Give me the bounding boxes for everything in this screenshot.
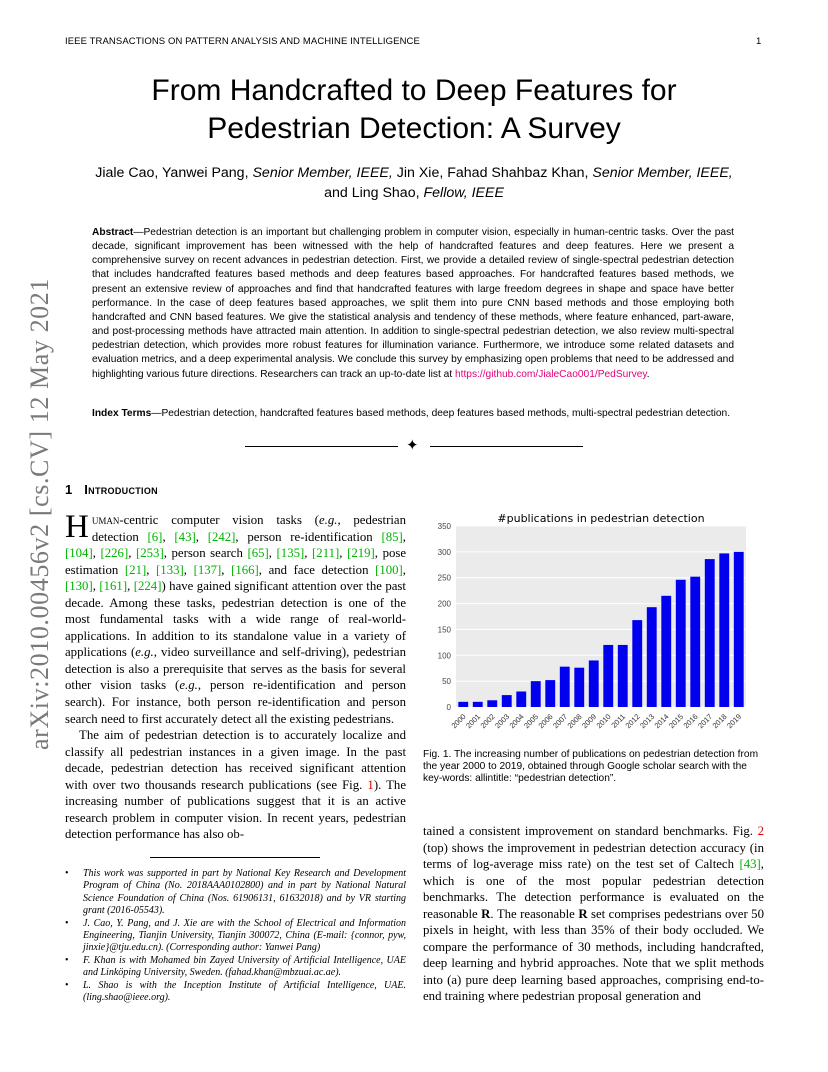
paragraph-text: , and face detection — [258, 562, 376, 577]
citation-link[interactable]: [43] — [739, 857, 761, 872]
section-title: Introduction — [84, 482, 158, 497]
footnote-item — [65, 868, 406, 918]
x-tick-label: 2019 — [725, 712, 744, 731]
x-tick-label: 2012 — [623, 712, 642, 731]
paragraph-text: , — [268, 546, 277, 561]
figure-reference-link[interactable]: 2 — [757, 824, 764, 838]
chart-bar — [531, 681, 541, 707]
paragraph-text: ) have gained significant attention over the past decade. Among these tasks, pedestrian detection is one of the most fundamental tasks with a wide range of real-world-applications. In addition to its standalone value in a variety of applications ( — [65, 579, 406, 660]
x-tick-label: 2003 — [493, 712, 512, 731]
paragraph-text: , video surveillance and self-driving), pedestrian detection is also a prerequisite that serves as the basis for several other vision tasks ( — [65, 645, 406, 693]
footnote-text: This work was supported in part by National Key Research and Development Program of China (No. 2018AAA0102800) and in part by National Natural Science Foundation of China (Nos. 61906131, 61632018) and by VR starting grant (2016-05543). — [83, 868, 406, 917]
chart-bar — [589, 660, 599, 707]
paragraph-text: , pedestrian detection — [91, 513, 406, 544]
paragraph-text: -centric computer vision tasks ( — [119, 513, 319, 527]
paragraph-text: , — [402, 529, 406, 544]
citation-link[interactable]: [137] — [193, 562, 222, 577]
figure-1-caption: Fig. 1. The increasing number of publications on pedestrian detection from the year 2000 to 2019, obtained through Google scholar search with the key-words: allintitle: “pedestrian detection”. — [423, 749, 759, 785]
footnote-text: J. Cao, Y. Pang, and J. Xie are with the School of Electrical and Information Engineering, Tianjin University, Tianjin 300072, China (E-mail: {connor, pyw, jinxie}@tju.edu.cn). (Corresponding author: Yanwei Pang) — [83, 917, 406, 954]
x-tick-label: 2007 — [551, 712, 570, 731]
chart-bar — [676, 580, 686, 707]
y-tick-label: 350 — [437, 522, 451, 531]
chart-bar — [458, 702, 468, 707]
x-tick-label: 2017 — [696, 712, 715, 731]
paragraph-text: , — [221, 562, 232, 577]
footnote-bullet: • — [65, 954, 69, 966]
x-tick-label: 2000 — [449, 712, 468, 731]
author-group-1: Jiale Cao, Yanwei Pang, — [95, 165, 253, 181]
x-tick-label: 2009 — [580, 712, 599, 731]
figure-1-chart — [424, 508, 754, 738]
citation-link[interactable]: [100] — [375, 562, 403, 577]
chart-bar — [545, 680, 555, 707]
intro-paragraph-2 — [65, 727, 406, 843]
paragraph-text: , — [128, 546, 136, 561]
x-tick-label: 2013 — [638, 712, 657, 731]
chart-bar — [603, 645, 613, 707]
citation-link[interactable]: [21] — [124, 562, 147, 577]
footnote-item — [65, 980, 406, 1005]
chart-bar — [502, 695, 512, 707]
chart-bar — [473, 702, 483, 707]
intro-right-column — [423, 823, 764, 1005]
index-terms-label: Index Terms — [92, 408, 152, 419]
footnote-bullet: • — [65, 979, 69, 991]
paragraph-text: ). The increasing number of publications suggest that it is an active research problem in computer vision. In recent years, pedestrian detection performance has also ob- — [65, 777, 406, 842]
paragraph-text: , pose estimation — [65, 546, 407, 577]
paragraph-text: , — [339, 546, 348, 561]
section-heading — [65, 482, 158, 497]
citation-link[interactable]: [242] — [207, 529, 236, 544]
paragraph-text: , — [162, 529, 175, 544]
title-line-2: Pedestrian Detection: A Survey — [207, 112, 621, 145]
separator-line-left — [245, 446, 398, 447]
chart-bar — [574, 668, 584, 707]
x-tick-label: 2018 — [710, 712, 729, 731]
x-tick-label: 2006 — [536, 712, 555, 731]
citation-link[interactable]: [6] — [147, 529, 163, 544]
x-tick-label: 2011 — [609, 712, 628, 730]
chart-bar — [719, 553, 729, 707]
citation-link[interactable]: [253] — [136, 546, 164, 561]
bold-text: R — [578, 906, 588, 921]
title-line-1: From Handcrafted to Deep Features for — [151, 74, 677, 107]
author-role-1: Senior Member, IEEE, — [252, 165, 393, 181]
paragraph-text: , — [146, 562, 157, 577]
paragraph-text: , person search — [163, 546, 248, 561]
paragraph-text: , — [195, 529, 208, 544]
citation-link[interactable]: [211] — [312, 546, 340, 561]
abstract-end: . — [646, 368, 650, 380]
y-tick-label: 50 — [442, 677, 451, 687]
arxiv-stamp: arXiv:2010.00456v2 [cs.CV] 12 May 2021 — [25, 278, 54, 750]
italic-text: e.g. — [135, 645, 154, 660]
index-terms — [92, 407, 734, 421]
footnote-bullet: • — [65, 917, 69, 929]
footnote-item — [65, 918, 406, 955]
citation-link[interactable]: [133] — [156, 562, 184, 577]
chart-bar — [734, 552, 744, 707]
chart-bar — [647, 607, 657, 707]
citation-link[interactable]: [161] — [99, 579, 128, 594]
paragraph-text: , person re-identification — [235, 529, 382, 544]
footnote-item — [65, 955, 406, 980]
paragraph-text: set comprises pedestrians over 50 pixels in height, with less than 35% of their body occluded. We compare the performance of 30 methods, including handcrafted, deep learning and hybrid approaches. Note that we split methods into (a) pure deep learning based approaches, comprising end-to-end training where pedestrian proposal generation and — [423, 906, 764, 1004]
footnotes — [65, 868, 406, 1004]
chart-bar — [690, 577, 700, 707]
abstract-label: Abstract — [92, 227, 134, 238]
y-tick-label: 250 — [437, 573, 451, 583]
paragraph-text: tained a consistent improvement on standard benchmarks. Fig. — [423, 824, 758, 838]
citation-link[interactable]: [104] — [65, 546, 93, 561]
paragraph-text: , — [92, 546, 101, 561]
y-tick-label: 0 — [446, 703, 451, 712]
separator-symbol: ✦ — [406, 438, 419, 454]
dropcap: H — [65, 509, 89, 545]
italic-text: e.g. — [318, 513, 338, 527]
bold-text: R — [481, 906, 491, 921]
x-tick-label: 2010 — [594, 712, 613, 731]
footnote-text: L. Shao is with the Inception Institute of Artificial Intelligence, UAE. (ling.shao@ieee.org). — [83, 979, 406, 1004]
index-terms-text: —Pedestrian detection, handcrafted features based methods, deep features based methods, multi-spectral pedestrian detection. — [151, 408, 731, 419]
abstract — [92, 226, 734, 382]
italic-text: e.g. — [179, 678, 198, 693]
x-tick-label: 2002 — [478, 712, 497, 731]
intro-left-column — [65, 509, 407, 843]
figure-reference-link[interactable]: 1 — [367, 777, 374, 792]
x-tick-label: 2015 — [667, 712, 686, 731]
author-group-3: and Ling Shao, — [324, 185, 424, 201]
citation-link[interactable]: [135] — [276, 546, 305, 561]
running-header: IEEE TRANSACTIONS ON PATTERN ANALYSIS AND MACHINE INTELLIGENCE — [65, 36, 420, 47]
citation-link[interactable]: [130] — [65, 579, 93, 594]
citation-link[interactable]: [226] — [100, 546, 129, 561]
page-number: 1 — [756, 36, 762, 47]
author-role-2: Senior Member, IEEE, — [592, 165, 733, 181]
paragraph-text: , — [183, 562, 194, 577]
dropcap-lead: uman — [91, 513, 120, 527]
citation-link[interactable]: [85] — [381, 529, 403, 544]
y-tick-label: 100 — [437, 651, 451, 661]
footnote-rule — [150, 857, 320, 858]
x-tick-label: 2001 — [464, 712, 483, 731]
y-tick-label: 200 — [437, 599, 451, 609]
plot-background — [456, 526, 746, 707]
paragraph-text: , — [127, 579, 134, 594]
citation-link[interactable]: [219] — [347, 546, 375, 561]
separator-line-right — [430, 446, 583, 447]
x-tick-label: 2004 — [507, 712, 526, 731]
publications-bar-chart — [424, 508, 754, 738]
paragraph-text: , person re-identification and person search). For instance, both person re-identification and person search need to first accurately detect all the existing pedestrians. — [65, 678, 406, 726]
paragraph-text: . The reasonable — [490, 906, 579, 921]
chart-bar — [560, 667, 570, 707]
intro-paragraph-1-body — [65, 509, 407, 726]
paragraph-text: , — [402, 562, 406, 577]
paper-title — [60, 72, 768, 148]
repo-link[interactable]: https://github.com/JialeCao001/PedSurvey — [454, 368, 647, 380]
paragraph-text: , — [92, 579, 100, 594]
x-tick-label: 2008 — [565, 712, 584, 731]
y-tick-label: 300 — [437, 547, 451, 557]
paragraph-text: (top) shows the improvement in pedestrian detection accuracy (in terms of log-average miss rate) on the test set of Caltech — [423, 840, 764, 872]
citation-link[interactable]: [65] — [247, 546, 269, 561]
author-role-3: Fellow, IEEE — [423, 185, 504, 201]
chart-bar — [661, 596, 671, 707]
authors — [60, 163, 768, 203]
chart-bar — [516, 691, 526, 707]
footnote-bullet: • — [65, 868, 69, 879]
author-group-2: Jin Xie, Fahad Shahbaz Khan, — [392, 165, 593, 181]
paragraph-text: The aim of pedestrian detection is to accurately localize and classify all pedestrian instances in a given image. In the past decade, pedestrian detection has received significant attention with over two thousands research publications (see Fig. — [65, 728, 406, 792]
chart-bar — [618, 645, 628, 707]
chart-bar — [487, 700, 497, 707]
paragraph-text: , — [304, 546, 313, 561]
intro-paragraph-1 — [65, 509, 407, 727]
x-tick-label: 2016 — [681, 712, 700, 731]
abstract-text: —Pedestrian detection is an important but challenging problem in computer vision, especially in human-centric tasks. Over the past decade, significant improvement has been witnessed with the help of handcrafted features and deep features. Here we present a comprehensive survey on recent advances in pedestrian detection. First, we provide a detailed review of single-spectral pedestrian detection that includes handcrafted features based methods and deep features based approaches. For handcrafted features based methods, we present an extensive review of approaches and find that handcrafted features with large freedom degrees in shape and space have better performance. In the case of deep features based approaches, we split them into pure CNN based methods and those employing both handcrafted and CNN based features. We give the statistical analysis and tendency of these methods, where feature enhanced, part-aware, and post-processing methods have attracted main attention. In addition to single-spectral pedestrian detection, we also review multi-spectral pedestrian detection, which provides more robust features for illumination variance. Furthermore, we introduce some related datasets and evaluation metrics, and a deep experimental analysis. We conclude this survey by emphasizing open problems that need to be addressed and highlighting various future directions. Researchers can track an up-to-date list at — [92, 227, 734, 380]
citation-link[interactable]: [224] — [133, 579, 162, 594]
x-tick-label: 2005 — [522, 712, 541, 731]
chart-bar — [632, 620, 642, 707]
x-tick-label: 2014 — [652, 712, 671, 731]
section-number: 1 — [65, 482, 73, 497]
paragraph-text: , which is one of the most popular pedestrian detection benchmarks. The detection performance is evaluated on the reasonable — [423, 857, 764, 921]
footnote-text: F. Khan is with Mohamed bin Zayed University of Artificial Intelligence, UAE and Linköping University, Sweden. (fahad.khan@mbzuai.ac.ae). — [83, 954, 406, 979]
citation-link[interactable]: [166] — [231, 562, 259, 577]
chart-title: #publications in pedestrian detection — [497, 512, 705, 525]
citation-link[interactable]: [43] — [174, 529, 196, 544]
chart-bar — [705, 559, 715, 707]
y-tick-label: 150 — [437, 625, 451, 635]
